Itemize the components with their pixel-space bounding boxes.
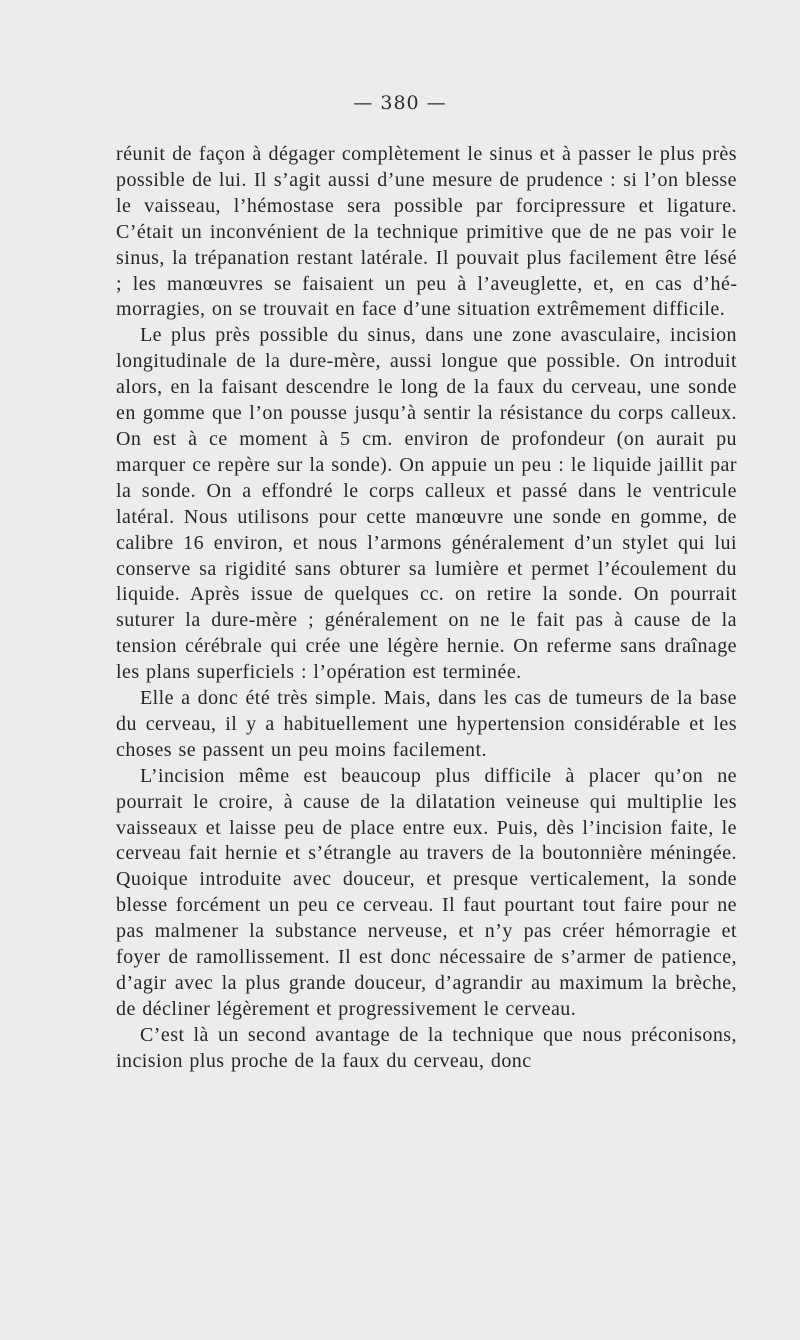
paragraph-4: L’incision même est beaucoup plus difficile à placer qu’on ne pourrait le croire, à cause de la dilatation veineuse qui multiplie les vaisseaux et laisse peu de place entre eux. Puis, dès l’incision faite, le cerveau fait hernie et s’étrangle au travers de la boutonnière méningée. Quoique introduite avec douceur, et presque verticalement, la sonde blesse forcément un peu ce cerveau. Il faut pourtant tout faire pour ne pas malmener la substance nerveuse, et n’y pas créer hémorragie et foyer de ramollissement. Il est donc nécessaire de s’armer de patience, d’agir avec la plus grande douceur, d’agrandir au maximum la brèche, de décliner légèrement et progressivement le cerveau. [116,764,737,1020]
paragraph-2: Le plus près possible du sinus, dans une zone avasculaire, incision longitudinale de la dure-mère, aussi longue que possible. On introduit alors, en la faisant descendre le long de la faux du cerveau, une sonde en gomme que l’on pousse jusqu’à sentir la résistance du corps calleux. On est à ce moment à 5 cm. environ de profondeur (on aurait pu marquer ce repère sur la sonde). On appuie un peu : le liquide jaillit par la sonde. On a effondré le corps calleux et passé dans le ventricule latéral. Nous utilisons pour cette manœuvre une sonde en gomme, de calibre 16 environ, et nous l’armons généralement d’un stylet qui lui conserve sa rigidité sans obturer sa lumière et permet l’écoulement du liquide. Après issue de quelques cc. on retire la sonde. On pourrait suturer la dure-mère ; généralement on ne le fait pas à cause de la tension cérébrale qui crée une légère hernie. On referme sans draînage les plans superficiels : l’opération est terminée. [116,324,737,684]
paragraph-3: Elle a donc été très simple. Mais, dans les cas de tumeurs de la base du cerveau, il y a habituellement une hypertension considérable et les choses se passent un peu moins facilement. [116,687,737,761]
body-text [116,142,737,1075]
paragraph-1: réunit de façon à dégager complètement le sinus et à passer le plus près possible de lui. Il s’agit aussi d’une mesure de prudence : si l’on blesse le vaisseau, l’hémostase sera possible par forcipressure et ligature. C’était un inconvénient de la technique primitive que de ne pas voir le sinus, la trépanation restant latérale. Il pouvait plus facilement être lésé ; les manœuvres se faisaient un peu à l’aveuglette, et, en cas d’hémorragies, on se trouvait en face d’une situation extrêmement difficile. [116,143,737,321]
paragraph-5: C’est là un second avantage de la technique que nous préconisons, incision plus proche de la faux du cerveau, donc [116,1023,737,1072]
page-number: — 380 — [353,92,447,114]
